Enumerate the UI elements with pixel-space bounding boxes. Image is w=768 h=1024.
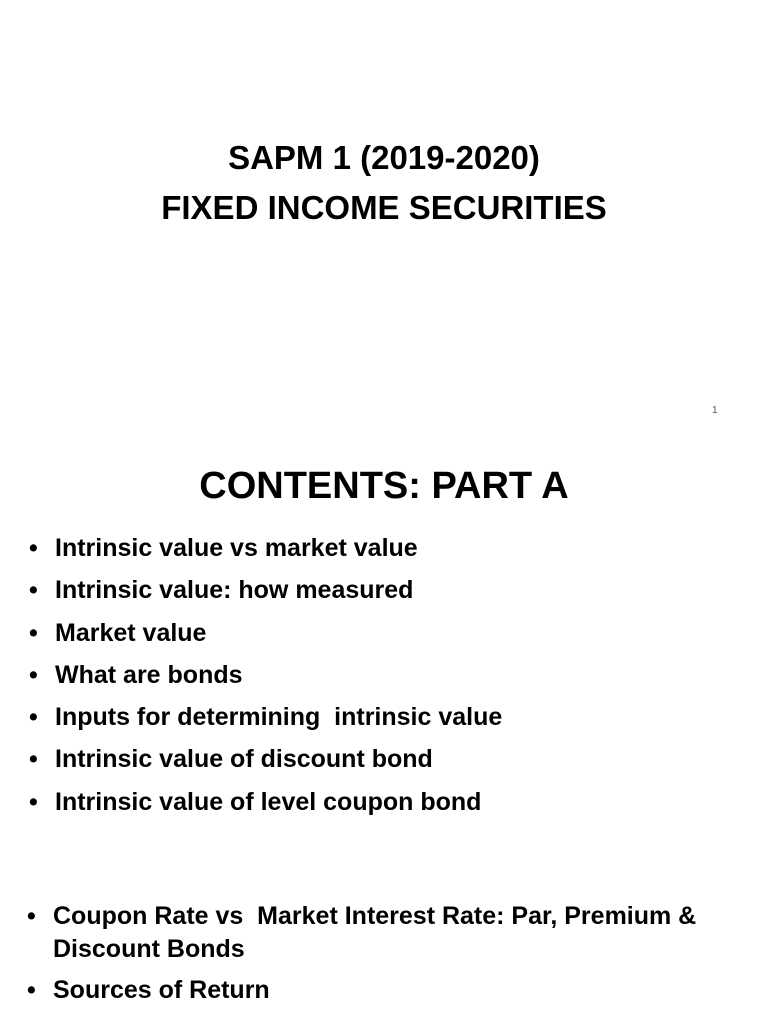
bullet-icon: • — [29, 534, 38, 562]
contents-heading: CONTENTS: PART A — [199, 465, 569, 507]
page-number: 1 — [712, 405, 718, 416]
list-item-text: Coupon Rate vs Market Interest Rate: Par, Premium & Discount Bonds — [53, 902, 704, 963]
list-item — [27, 974, 757, 1007]
bullet-icon: • — [29, 660, 38, 689]
list-item-text: Intrinsic value of level coupon bond — [55, 787, 482, 816]
bullet-icon: • — [29, 576, 38, 605]
list-item — [29, 744, 749, 774]
slide-title-topic: FIXED INCOME SECURITIES — [161, 189, 607, 226]
list-item-text: Inputs for determining intrinsic value — [55, 703, 503, 732]
contents-list-continued — [27, 900, 757, 1015]
bullet-icon: • — [27, 976, 36, 1004]
list-item-text: What are bonds — [55, 660, 243, 689]
bullet-icon: • — [29, 787, 38, 816]
list-item — [29, 575, 749, 605]
list-item-text: Intrinsic value of discount bond — [55, 745, 433, 774]
list-item — [29, 533, 749, 563]
contents-list — [29, 533, 749, 829]
bullet-icon: • — [29, 618, 38, 647]
list-item — [29, 702, 749, 732]
list-item — [29, 618, 749, 648]
list-item — [27, 900, 757, 966]
bullet-icon: • — [27, 902, 36, 930]
list-item — [29, 787, 749, 817]
slide-title-course: SAPM 1 (2019-2020) — [228, 139, 540, 176]
list-item-text: Intrinsic value vs market value — [55, 534, 418, 562]
bullet-icon: • — [29, 703, 38, 732]
list-item-text: Market value — [55, 618, 207, 647]
bullet-icon: • — [29, 745, 38, 774]
list-item — [29, 660, 749, 690]
list-item-text: Sources of Return — [53, 976, 270, 1004]
list-item-text: Intrinsic value: how measured — [55, 576, 414, 605]
